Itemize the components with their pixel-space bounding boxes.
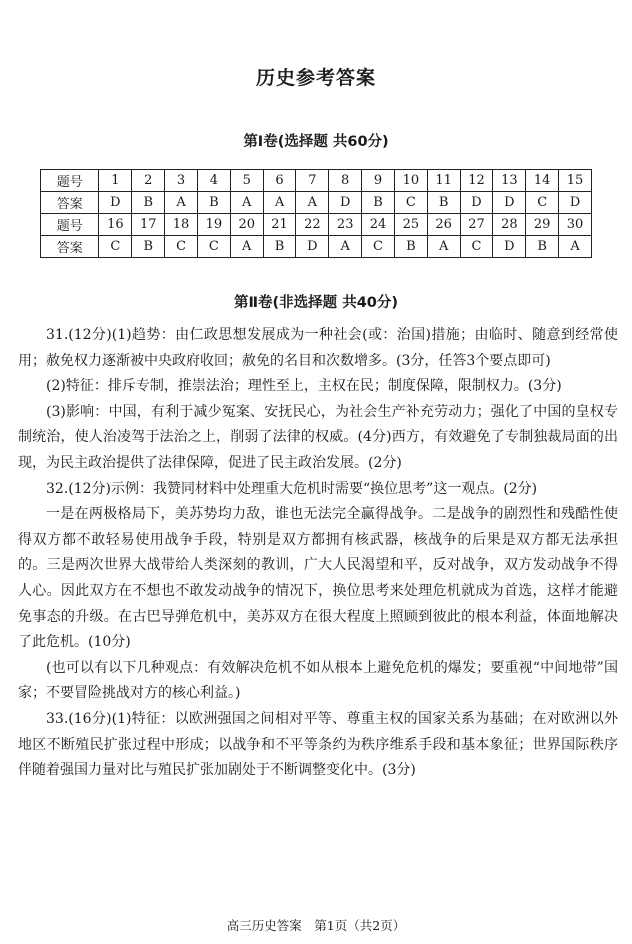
table-cell: 27 xyxy=(460,214,493,236)
table-cell: 2 xyxy=(132,170,165,192)
paragraph: 31.(12分)(1)趋势：由仁政思想发展成为一种社会(或：治国)措施；由临时、随意到经常使用；赦免权力逐渐被中央政府收回；赦免的名目和次数增多。(3分，任答3个要点即可) xyxy=(18,327,618,369)
paragraph: (3)影响：中国，有利于减少冤案、安抚民心，为社会生产补充劳动力；强化了中国的皇权专制统治，使人治凌驾于法治之上，削弱了法律的权威。(4分)西方，有效避免了专制独裁局面的出现，为民主政治提供了法律保障，促进了民主政治发展。(2分) xyxy=(18,403,618,471)
table-cell: 19 xyxy=(197,214,230,236)
paragraph: 一是在两极格局下，美苏势均力敌，谁也无法完全赢得战争。二是战争的剧烈性和残酷性使得双方都不敢轻易使用战争手段，特别是双方都拥有核武器，核战争的后果是双方都无法承担的。三是两次世界大战带给人类深刻的教训，广大人民渴望和平，反对战争，双方发动战争不得人心。因此双方在不想也不敢发动战争的情况下，换位思考来处理危机就成为首选，这样才能避免事态的升级。在古巴导弹危机中，美苏双方在很大程度上照顾到彼此的根本利益，体面地解决了此危机。(10分) xyxy=(18,506,618,651)
table-cell: 23 xyxy=(329,214,362,236)
table-row xyxy=(41,192,592,214)
table-cell: 24 xyxy=(362,214,395,236)
table-cell: 14 xyxy=(526,170,559,192)
document-title: 历史参考答案 xyxy=(255,67,376,89)
table-cell: A xyxy=(230,192,263,214)
answer-body xyxy=(18,323,618,784)
table-cell: B xyxy=(132,192,165,214)
page-footer: 高三历史答案 第1页（共2页） xyxy=(226,918,406,933)
table-cell: 10 xyxy=(394,170,427,192)
table-cell: B xyxy=(427,192,460,214)
table-cell: B xyxy=(263,236,296,258)
table-cell: 17 xyxy=(132,214,165,236)
table-cell: C xyxy=(460,236,493,258)
table-cell: 13 xyxy=(493,170,526,192)
table-cell: D xyxy=(493,192,526,214)
section-2-heading: 第Ⅱ卷(非选择题 共40分) xyxy=(233,295,399,311)
row-header-cell: 答案 xyxy=(41,192,99,214)
table-cell: B xyxy=(526,236,559,258)
table-cell: B xyxy=(394,236,427,258)
table-cell: 21 xyxy=(263,214,296,236)
row-header-cell: 答案 xyxy=(41,236,99,258)
table-cell: 11 xyxy=(427,170,460,192)
table-row xyxy=(41,236,592,258)
table-cell: 12 xyxy=(460,170,493,192)
table-cell: 1 xyxy=(99,170,132,192)
section-1-heading: 第Ⅰ卷(选择题 共60分) xyxy=(243,134,389,150)
table-cell: 16 xyxy=(99,214,132,236)
row-header-cell: 题号 xyxy=(41,170,99,192)
answer-table xyxy=(40,169,592,258)
table-cell: 22 xyxy=(296,214,329,236)
table-cell: C xyxy=(99,236,132,258)
table-cell: 18 xyxy=(165,214,198,236)
table-cell: A xyxy=(427,236,460,258)
table-cell: 8 xyxy=(329,170,362,192)
table-cell: 3 xyxy=(165,170,198,192)
table-cell: C xyxy=(197,236,230,258)
table-cell: 28 xyxy=(493,214,526,236)
table-cell: 4 xyxy=(197,170,230,192)
table-cell: A xyxy=(559,236,592,258)
table-cell: A xyxy=(263,192,296,214)
table-cell: C xyxy=(526,192,559,214)
table-cell: 9 xyxy=(362,170,395,192)
table-cell: 5 xyxy=(230,170,263,192)
table-cell: 26 xyxy=(427,214,460,236)
table-cell: B xyxy=(362,192,395,214)
table-cell: 30 xyxy=(559,214,592,236)
table-cell: D xyxy=(329,192,362,214)
table-cell: A xyxy=(230,236,263,258)
table-cell: 20 xyxy=(230,214,263,236)
table-cell: D xyxy=(460,192,493,214)
row-header-cell: 题号 xyxy=(41,214,99,236)
table-cell: 15 xyxy=(559,170,592,192)
table-cell: B xyxy=(132,236,165,258)
table-cell: C xyxy=(165,236,198,258)
table-cell: B xyxy=(197,192,230,214)
table-cell: 7 xyxy=(296,170,329,192)
table-cell: D xyxy=(493,236,526,258)
table-cell: A xyxy=(165,192,198,214)
table-cell: C xyxy=(362,236,395,258)
table-cell: C xyxy=(394,192,427,214)
table-cell: 25 xyxy=(394,214,427,236)
paragraph: (2)特征：排斥专制，推崇法治；理性至上，主权在民；制度保障，限制权力。(3分) xyxy=(46,378,562,395)
table-row xyxy=(41,214,592,236)
table-cell: 29 xyxy=(526,214,559,236)
table-cell: A xyxy=(329,236,362,258)
table-row xyxy=(41,170,592,192)
table-cell: D xyxy=(296,236,329,258)
table-cell: 6 xyxy=(263,170,296,192)
paragraph: 32.(12分)示例：我赞同材料中处理重大危机时需要“换位思考”这一观点。(2分) xyxy=(46,480,538,497)
paragraph: (也可以有以下几种观点：有效解决危机不如从根本上避免危机的爆发；要重视“中间地带”国家；不要冒险挑战对方的核心利益。) xyxy=(18,659,618,702)
table-cell: D xyxy=(559,192,592,214)
table-cell: D xyxy=(99,192,132,214)
table-cell: A xyxy=(296,192,329,214)
paragraph: 33.(16分)(1)特征：以欧洲强国之间相对平等、尊重主权的国家关系为基础；在对欧洲以外地区不断殖民扩张过程中形成；以战争和不平等条约为秩序维系手段和基本象征；世界国际秩序伴随着强国力量对比与殖民扩张加剧处于不断调整变化中。(3分) xyxy=(18,710,618,779)
